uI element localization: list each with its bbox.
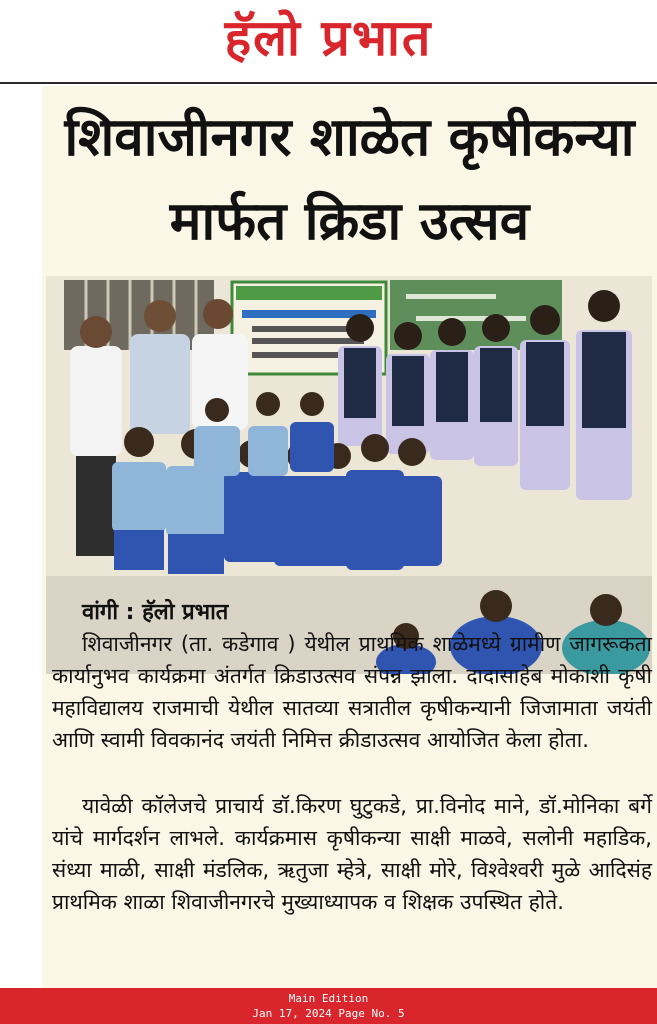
newspaper-logo: हॅलो प्रभात xyxy=(224,9,433,67)
edition-footer xyxy=(0,988,657,1024)
edition-date-page: Jan 17, 2024 Page No. 5 xyxy=(252,1007,405,1020)
masthead xyxy=(0,0,657,82)
headline-line-2: मार्फत क्रिडा उत्सव xyxy=(169,191,530,252)
headline-line-1: शिवाजीनगर शाळेत कृषीकन्या xyxy=(64,107,635,168)
article-paragraph-1: शिवाजीनगर (ता. कडेगाव ) येथील प्राथमिक शाळेमध्ये ग्रामीण जागरूकता कार्यानुभव कार्यक्रमा अंतर्गत क्रिडाउत्सव संपन्न झाला. दादासाहेब मोकाशी कृषी महाविद्यालय राजमाची येथील सातव्या सत्रातील कृषीकन्यानी जिजामाता जयंती आणि स्वामी विवकानंद जयंती निमित्त क्रीडाउत्सव आयोजित केला होता. xyxy=(52,632,652,752)
article-paragraph-2: यावेळी कॉलेजचे प्राचार्य डॉ.किरण घुटुकडे, प्रा.विनोद माने, डॉ.मोनिका बर्गे यांचे मार्गदर्शन लाभले. कार्यक्रमास कृषीकन्या साक्षी माळवे, सलोनी महाडिक, संध्या माळी, साक्षी मंडलिक, ऋतुजा म्हेत्रे, साक्षी मोरे, विश्वेश्वरी मुळे आदिसंह प्राथमिक शाळा शिवाजीनगरचे मुख्याध्यापक व शिक्षक उपस्थित होते. xyxy=(52,794,652,914)
edition-name: Main Edition xyxy=(288,992,369,1005)
masthead-divider xyxy=(0,82,657,84)
article-headline xyxy=(42,96,657,264)
news-article xyxy=(42,86,657,988)
article-dateline: वांगी : हॅलो प्रभात xyxy=(82,600,229,625)
